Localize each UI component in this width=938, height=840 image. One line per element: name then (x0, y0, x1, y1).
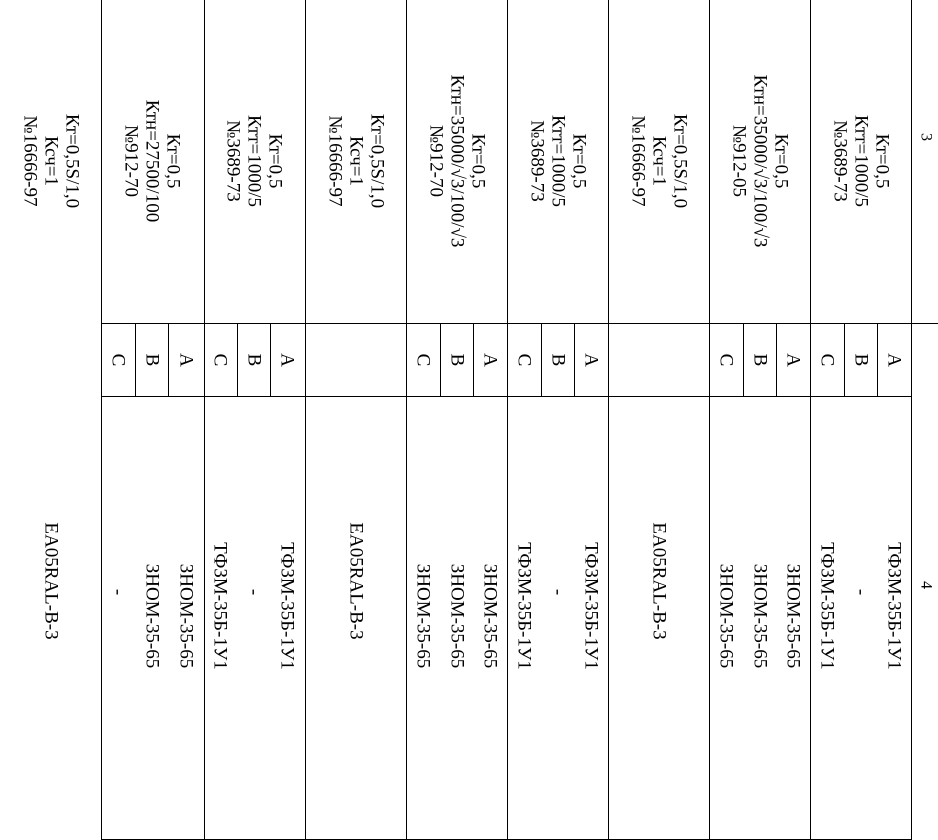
tn-params: Кт=0,5 Ктн=35000/√3/100/√3 №912-70 (425, 74, 489, 248)
row-divider (743, 323, 744, 396)
row-divider (776, 323, 777, 396)
device-model: ЗНОМ-35-65 (749, 563, 771, 669)
phase-label: C (816, 353, 838, 367)
device-model: ЗНОМ-35-65 (141, 563, 163, 669)
row-divider (135, 323, 136, 396)
device-model: ЗНОМ-35-65 (479, 563, 501, 669)
table-border (406, 0, 407, 840)
phase-label: C (513, 353, 535, 367)
meter-params: Кт=0,5S/1,0 Ксч=1 №16666-97 (627, 113, 691, 209)
column-divider (101, 396, 911, 397)
phase-label: B (850, 353, 872, 367)
table-border (608, 0, 609, 840)
phase-label: B (547, 353, 569, 367)
device-model: ЗНОМ-35-65 (412, 563, 434, 669)
column-divider (101, 323, 938, 324)
device-model: ТФЗМ-35Б-1У1 (816, 542, 838, 670)
device-model: ТФЗМ-35Б-1У1 (883, 542, 905, 670)
table-border (204, 0, 205, 840)
row-divider (237, 323, 238, 396)
device-model: ЗНОМ-35-65 (446, 563, 468, 669)
meter-model: EA05RAL-B-3 (648, 522, 670, 640)
phase-label: C (107, 353, 129, 367)
row-divider (440, 323, 441, 396)
phase-label: A (782, 353, 804, 367)
row-divider (473, 323, 474, 396)
phase-label: C (412, 353, 434, 367)
phase-label: A (175, 353, 197, 367)
tt-params: Кт=0,5 Ктт=1000/5 №3689-73 (526, 114, 590, 208)
device-model: ЗНОМ-35-65 (782, 563, 804, 669)
column-number-4: 4 (917, 581, 935, 589)
phase-label: A (479, 353, 501, 367)
table-border (101, 0, 102, 840)
phase-label: B (446, 353, 468, 367)
phase-label: B (243, 353, 265, 367)
meter-model: EA05RAL-B-3 (345, 522, 367, 640)
row-divider (270, 323, 271, 396)
phase-label: B (749, 353, 771, 367)
device-model: - (547, 588, 569, 596)
device-model: - (850, 588, 872, 596)
device-model: - (107, 588, 129, 596)
tn-params: Кт=0,5 Ктн=35000/√3/100/√3 №912-05 (728, 74, 792, 248)
phase-label: A (580, 353, 602, 367)
device-model: ЗНОМ-35-65 (715, 563, 737, 669)
row-divider (844, 323, 845, 396)
device-model: ТФЗМ-35Б-1У1 (513, 542, 535, 670)
table-border (810, 0, 811, 840)
phase-label: B (141, 353, 163, 367)
tn-params: Кт=0,5 Ктн=27500/100 №912-70 (120, 99, 184, 223)
device-model: ЗНОМ-35-65 (175, 563, 197, 669)
table-border (709, 0, 710, 840)
phase-label: C (715, 353, 737, 367)
row-divider (541, 323, 542, 396)
row-divider (877, 323, 878, 396)
device-model: ТФЗМ-35Б-1У1 (580, 542, 602, 670)
table-border (911, 0, 912, 840)
meter-params: Кт=0,5S/1,0 Ксч=1 №16666-97 (324, 113, 388, 209)
phase-label: C (209, 353, 231, 367)
table-border (507, 0, 508, 840)
row-divider (574, 323, 575, 396)
phase-label: A (276, 353, 298, 367)
device-model: ТФЗМ-35Б-1У1 (276, 542, 298, 670)
column-number-3: 3 (917, 133, 935, 141)
meter-model: EA05RAL-B-3 (40, 522, 62, 640)
tt-params: Кт=0,5 Ктт=1000/5 №3689-73 (222, 114, 286, 208)
device-model: - (243, 588, 265, 596)
row-divider (168, 323, 169, 396)
meter-params: Кт=0,5S/1,0 Ксч=1 №16666-97 (19, 113, 83, 209)
tt-params: Кт=0,5 Ктт=1000/5 №3689-73 (829, 114, 893, 208)
phase-label: A (883, 353, 905, 367)
table-border (305, 0, 306, 840)
device-model: ТФЗМ-35Б-1У1 (209, 542, 231, 670)
